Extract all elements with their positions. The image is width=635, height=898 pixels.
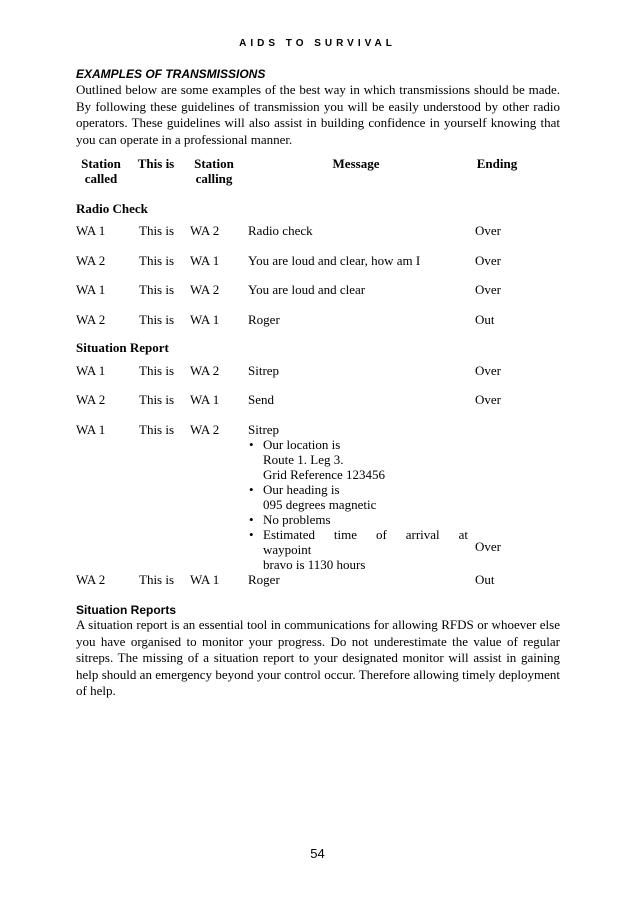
station-called: WA 1 [76,282,106,297]
group-title-situation-report: Situation Report [76,340,169,355]
bullet-heading: • Our heading is 095 degrees magnetic [248,482,468,512]
ending: Over [475,363,501,378]
this-is: This is [139,282,175,297]
header-message: Message [332,156,380,171]
station-called: WA 1 [76,223,106,238]
message: Send [248,392,274,407]
message: You are loud and clear, how am I [248,253,421,268]
station-calling: WA 2 [190,223,220,238]
ending: Out [475,312,495,327]
bullet-status: • No problems [248,512,468,527]
group-title-radio-check: Radio Check [76,201,148,216]
header-station-calling: Station calling [194,156,234,186]
sitrep-bullet-list [248,437,468,572]
station-calling: WA 1 [190,392,220,407]
station-called: WA 1 [76,363,106,378]
header-ending: Ending [476,156,518,171]
ending: Over [475,392,501,407]
this-is: This is [139,422,175,437]
this-is: This is [139,253,175,268]
this-is: This is [139,312,175,327]
station-calling: WA 1 [190,572,220,587]
ending: Over [475,282,501,297]
message: Radio check [248,223,313,238]
ending: Over [475,223,501,238]
station-calling: WA 2 [190,422,220,437]
intro-paragraph: Outlined below are some examples of the best way in which transmissions should be made. By following these guidelines of transmission you will be easily understood by other radio operators. These guidelines will also assist in building confidence in yourself knowing that you can operate in a professional manner. [76,82,560,147]
subsection-title: Situation Reports [76,603,177,617]
ending: Over [475,539,501,554]
station-called: WA 2 [76,572,106,587]
this-is: This is [139,572,175,587]
station-called: WA 1 [76,422,106,437]
message-block [248,422,468,572]
this-is: This is [139,223,175,238]
message: Roger [248,572,280,587]
situation-reports-paragraph: A situation report is an essential tool in communications for allowing RFDS or whoever else you have organised to monitor your progress. Do not underestimate the value of regular sitreps. The missing of a situation report to your designated monitor will assist in gaining help should an emergency beyond your control occur. Therefore allowing timely deployment of help. [76,617,560,698]
this-is: This is [139,363,175,378]
message: Sitrep [248,363,280,378]
station-calling: WA 2 [190,363,220,378]
ending: Out [475,572,495,587]
message: You are loud and clear [248,282,366,297]
station-called: WA 2 [76,253,106,268]
station-called: WA 2 [76,392,106,407]
message: Sitrep [248,422,280,437]
running-header: AIDS TO SURVIVAL [239,38,396,49]
station-calling: WA 1 [190,312,220,327]
header-station-called: Station called [81,156,121,186]
ending: Over [475,253,501,268]
station-calling: WA 1 [190,253,220,268]
station-called: WA 2 [76,312,106,327]
bullet-location: • Our location is Route 1. Leg 3. Grid Reference 123456 [248,437,468,482]
this-is: This is [139,392,175,407]
message: Roger [248,312,280,327]
section-title: EXAMPLES OF TRANSMISSIONS [76,67,266,81]
page-number: 54 [310,846,325,861]
station-calling: WA 2 [190,282,220,297]
bullet-eta: • Estimated time of arrival at waypoint bravo is 1130 hours [248,527,468,572]
header-this-is: This is [137,156,175,171]
